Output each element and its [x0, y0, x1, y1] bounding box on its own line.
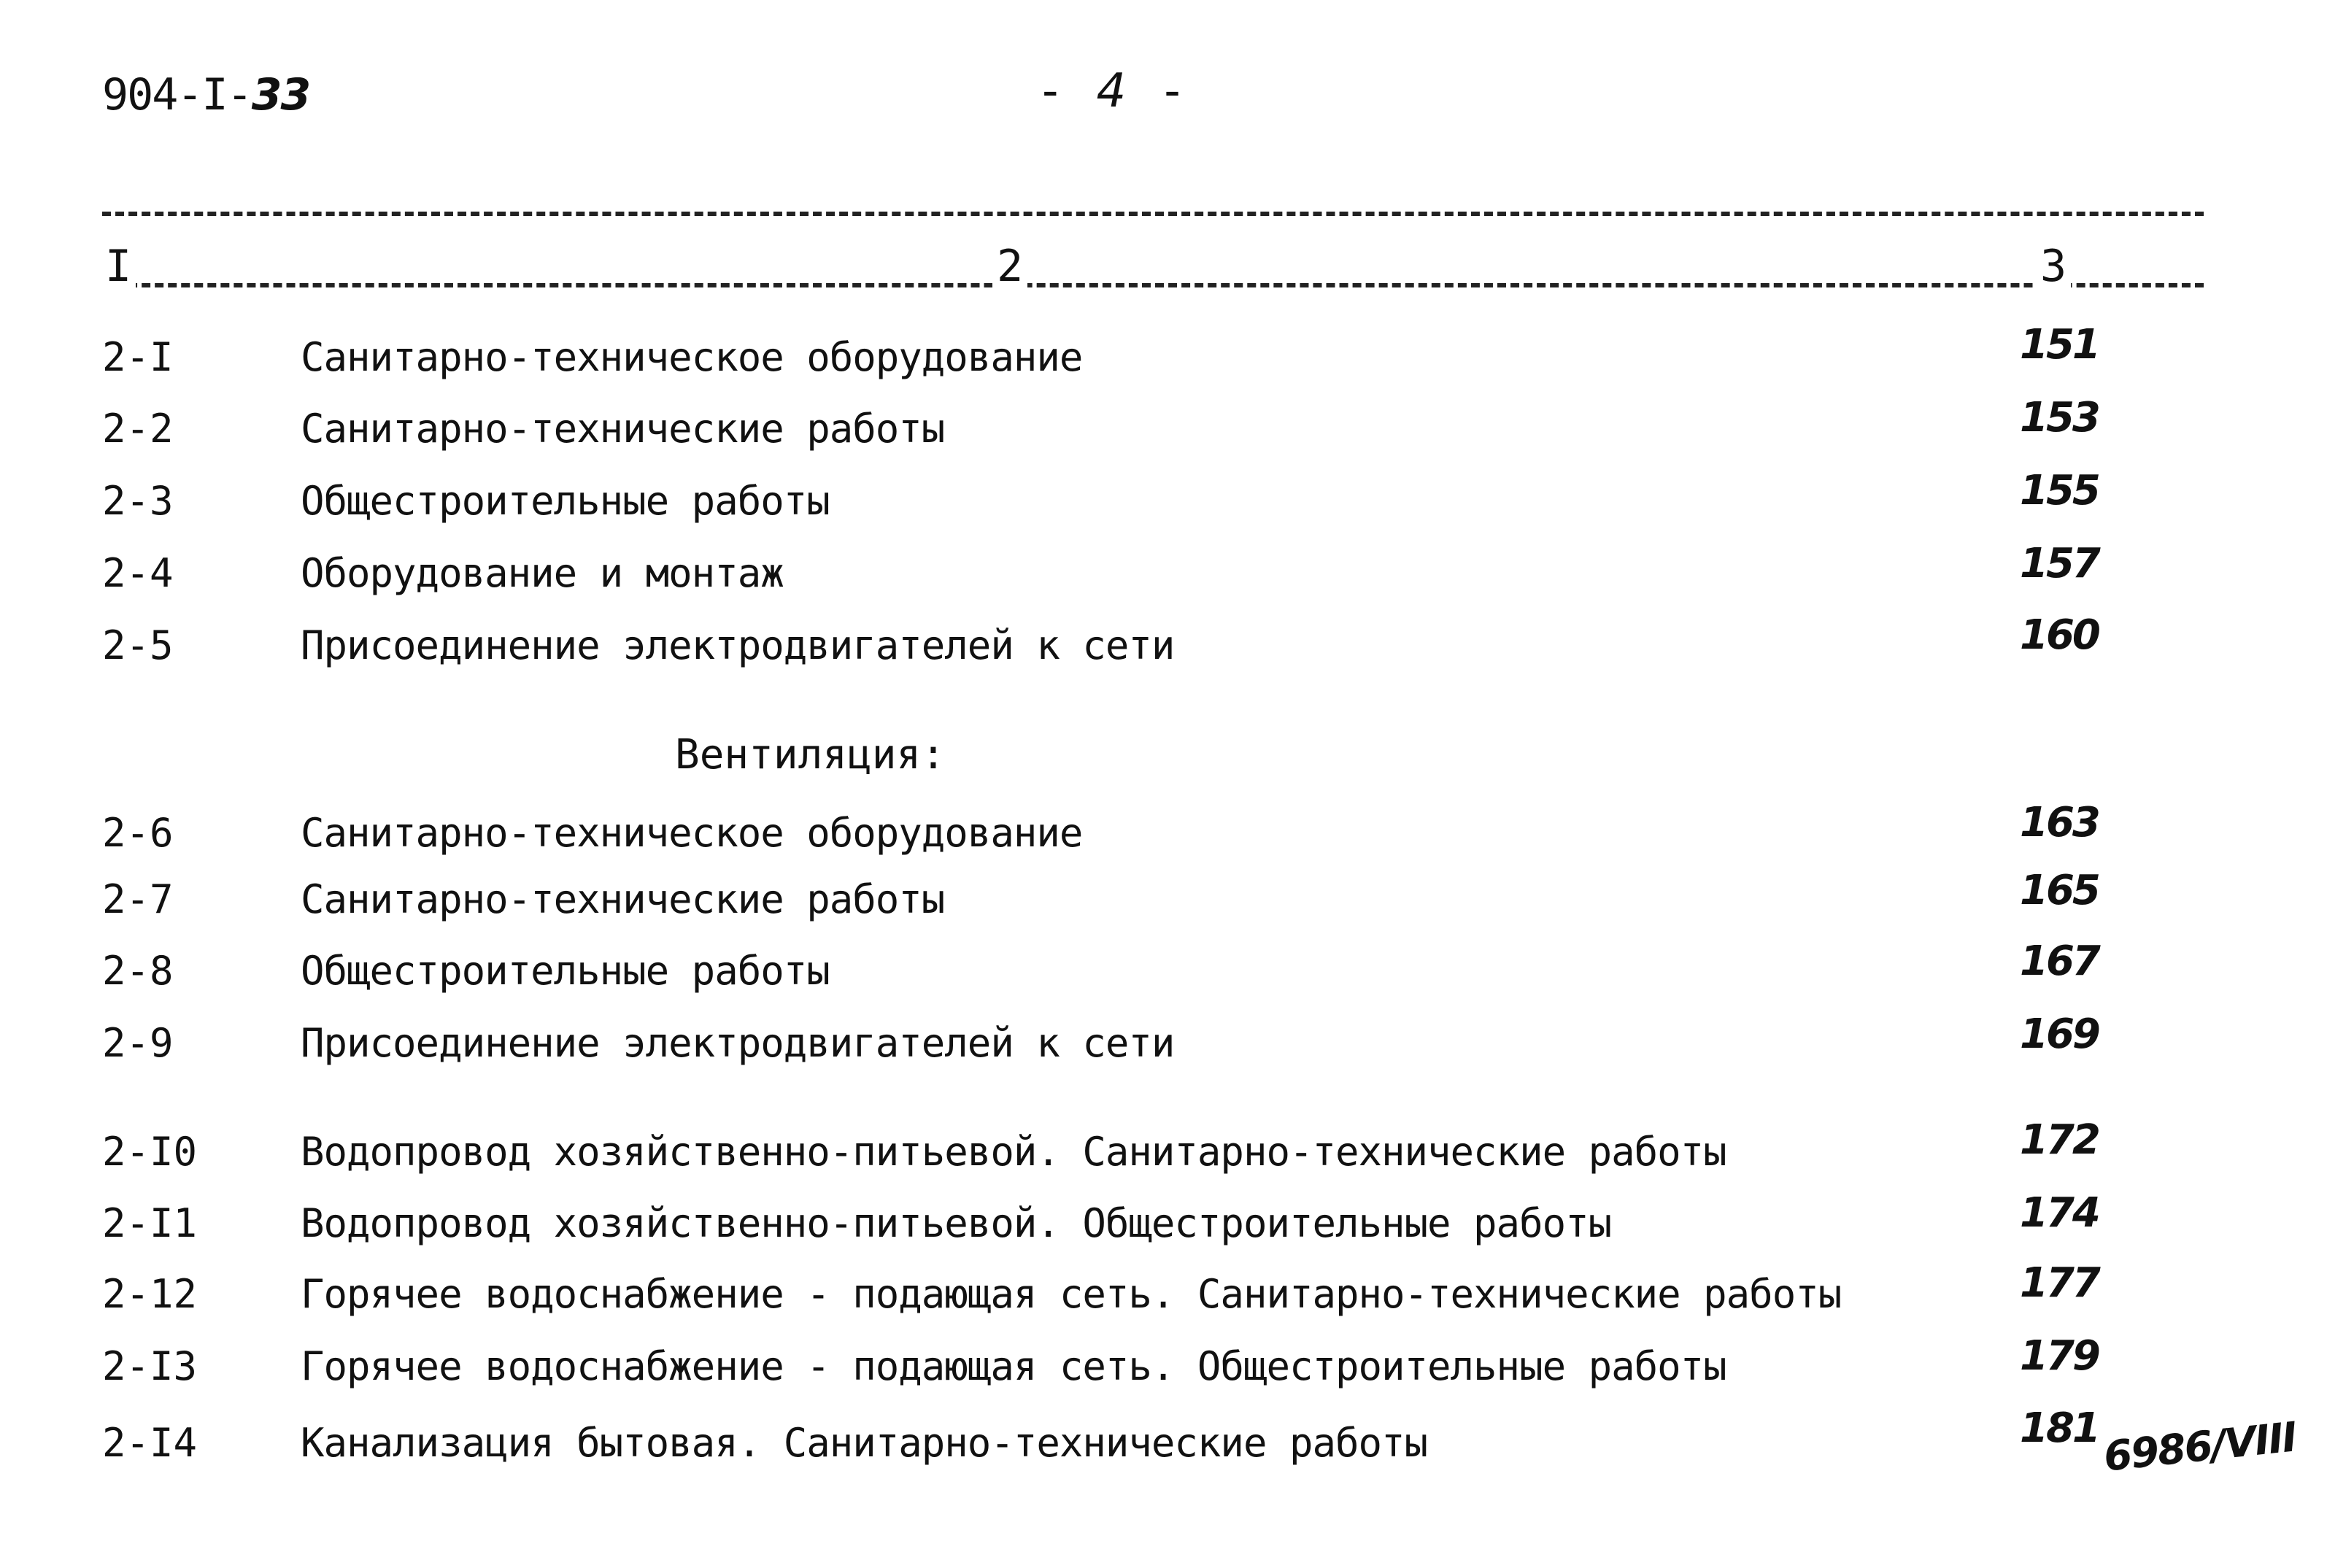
table-top-rule — [102, 212, 2204, 216]
row-page: 181 — [2020, 1405, 2099, 1452]
row-title: Санитарно-техническое оборудование — [301, 810, 1083, 856]
row-title: Горячее водоснабжение - подающая сеть. Санитарно-технические работы — [301, 1271, 1842, 1317]
row-code: 2-4 — [102, 550, 174, 596]
page-number-dash-right: - — [1158, 64, 1219, 118]
row-code: 2-2 — [102, 406, 174, 452]
archive-number: 6986/VIII — [2102, 1413, 2299, 1481]
column-header-3: 3 — [2036, 241, 2071, 292]
row-code: 2-9 — [102, 1020, 174, 1066]
column-header-1: I — [101, 241, 136, 292]
document-code-suffix: 33 — [251, 69, 310, 120]
row-code: 2-3 — [102, 478, 174, 524]
page-number-value: 4 — [1096, 64, 1159, 118]
row-page: 163 — [2020, 799, 2099, 846]
row-title: Водопровод хозяйственно-питьевой. Общестроительные работы — [301, 1200, 1612, 1246]
row-code: 2-12 — [102, 1271, 198, 1317]
row-code: 2-I1 — [102, 1200, 198, 1246]
document-code-prefix: 904-I- — [102, 69, 252, 120]
row-code: 2-6 — [102, 810, 174, 856]
row-page: 174 — [2020, 1189, 2099, 1237]
row-page: 172 — [2020, 1116, 2099, 1164]
row-title: Санитарно-техническое оборудование — [301, 334, 1083, 380]
row-code: 2-I4 — [102, 1420, 198, 1466]
row-title: Горячее водоснабжение - подающая сеть. Общестроительные работы — [301, 1343, 1726, 1389]
row-code: 2-7 — [102, 876, 174, 922]
row-page: 179 — [2020, 1332, 2099, 1380]
row-title: Водопровод хозяйственно-питьевой. Санитарно-технические работы — [301, 1129, 1726, 1175]
row-title: Канализация бытовая. Санитарно-технические работы — [301, 1420, 1428, 1466]
page-number-dash-left: - — [1036, 64, 1097, 118]
row-title: Санитарно-технические работы — [301, 876, 945, 922]
document-code — [102, 69, 309, 120]
row-title: Присоединение электродвигателей к сети — [301, 622, 1175, 668]
row-code: 2-5 — [102, 622, 174, 668]
row-title: Общестроительные работы — [301, 478, 830, 524]
row-title: Присоединение электродвигателей к сети — [301, 1020, 1175, 1066]
row-page: 167 — [2020, 938, 2099, 985]
row-code: 2-I3 — [102, 1343, 198, 1389]
row-title: Санитарно-технические работы — [301, 406, 945, 452]
row-page: 165 — [2020, 867, 2099, 914]
row-page: 160 — [2020, 611, 2099, 659]
row-code: 2-8 — [102, 948, 174, 994]
page-number — [1036, 64, 1219, 118]
section-heading-ventilation: Вентиляция: — [675, 731, 946, 779]
table-header-rule — [102, 283, 2204, 287]
row-title: Оборудование и монтаж — [301, 550, 784, 596]
row-page: 177 — [2020, 1259, 2099, 1307]
row-code: 2-I — [102, 334, 174, 380]
row-code: 2-I0 — [102, 1129, 198, 1175]
row-page: 155 — [2020, 467, 2099, 514]
row-page: 153 — [2020, 394, 2099, 441]
row-page: 151 — [2020, 321, 2099, 368]
row-page: 157 — [2020, 540, 2099, 587]
row-page: 169 — [2020, 1011, 2099, 1058]
row-title: Общестроительные работы — [301, 948, 830, 994]
column-header-2: 2 — [992, 241, 1027, 292]
